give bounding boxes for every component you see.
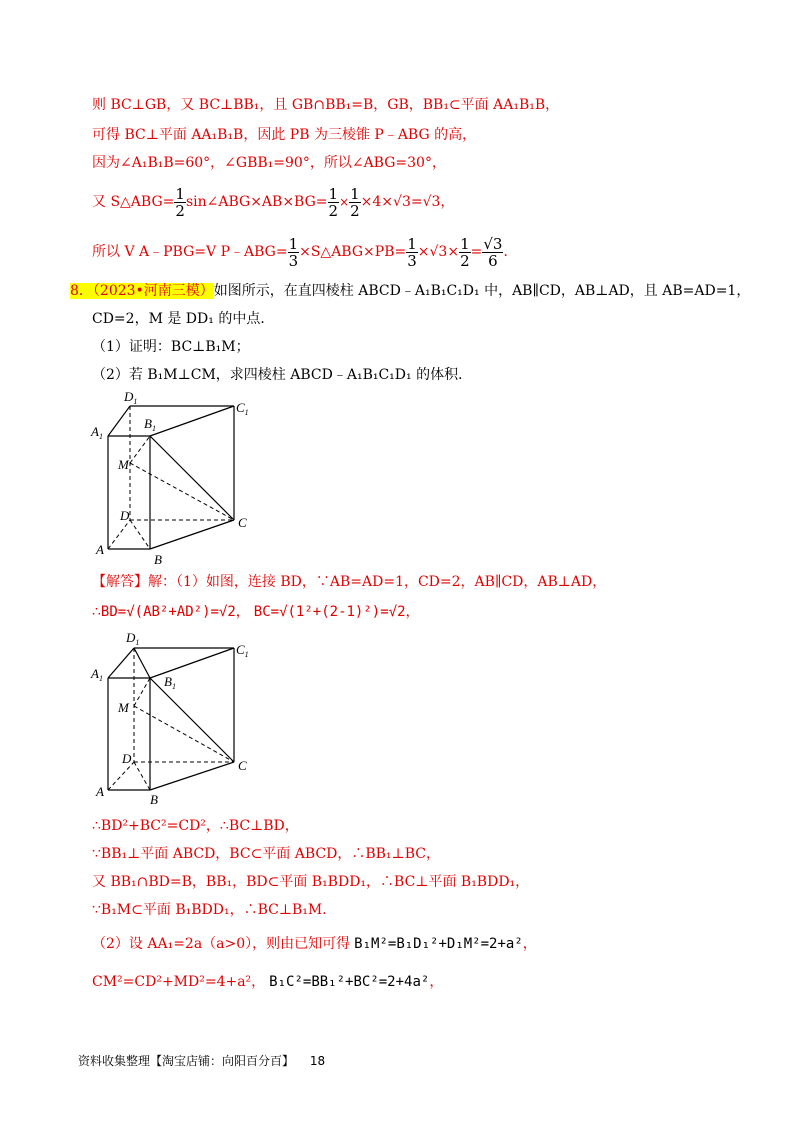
fraction-third: $\frac{1}{3}$: [288, 234, 299, 270]
part2-line-1: [92, 930, 537, 958]
comma: ，: [405, 604, 420, 620]
label-A: A: [96, 784, 104, 799]
question-text: 如图所示，在直四棱柱 ABCD﹣A₁B₁C₁D₁ 中，AB∥CD，AB⊥AD，且 AB=AD=1，: [213, 283, 751, 299]
fraction-half: $\frac{1}{2}$: [460, 234, 470, 270]
fraction-sqrt3-over-6: $\frac{√3}{6}$: [483, 234, 503, 270]
fraction-third: $\frac{1}{3}$: [407, 234, 417, 270]
fraction-half: $\frac{1}{2}$: [350, 184, 360, 220]
label-C: C: [238, 515, 247, 530]
question-8: [70, 282, 750, 300]
answer-step-1: （1）如图，连接 BD，∵AB=AD=1，CD=2，AB∥CD，AB⊥AD，: [176, 574, 607, 590]
question-source: 8．（2023•河南三模）: [70, 283, 214, 299]
cm-formula: CM²=CD²+MD²=4+a²，: [92, 974, 266, 990]
equals: =: [470, 244, 483, 260]
b1c-formula: B₁C²=BB₁²+BC²=2+4a²: [269, 974, 430, 990]
sin-expression: sin∠ABG×AB×BG=: [185, 194, 328, 210]
label-B: B: [150, 792, 158, 807]
volume-label: 所以 V A﹣PBG=V P﹣ABG=: [92, 244, 288, 260]
area-label: 又 S△ABG=: [92, 194, 175, 210]
answer-step-3: ∵BB₁⊥平面 ABCD，BC⊂平面 ABCD，∴BB₁⊥BC，: [92, 846, 440, 862]
prism-figure-2: [88, 630, 258, 810]
page-footer: [78, 1052, 325, 1069]
comma: ，: [429, 974, 444, 990]
label-A1: $A_1$: [91, 666, 103, 683]
fraction-half: $\frac{1}{2}$: [328, 184, 339, 220]
label-B1: $B_1$: [164, 674, 176, 691]
part2-setup: （2）设 AA₁=2a（a>0），则由已知可得: [92, 936, 351, 952]
part2-line-2: [92, 968, 443, 996]
area-result: ×4×√3=√3，: [360, 194, 455, 210]
answer-line-2: [92, 600, 420, 624]
label-D1: $D_1$: [124, 389, 138, 406]
label-A1: $A_1$: [91, 424, 103, 441]
answer-line-1: [92, 573, 606, 591]
label-M: M: [118, 457, 129, 472]
label-A: A: [96, 542, 104, 557]
label-D1: $D_1$: [126, 630, 140, 647]
answer-step-5: ∵B₁M⊂平面 B₁BDD₁，∴BC⊥B₁M．: [92, 902, 337, 918]
bd-formula: BD=√(AB²+AD²)=√2: [100, 604, 236, 620]
volume-expression: ×S△ABG×PB=: [299, 244, 407, 260]
label-D: D: [122, 751, 132, 766]
label-D: D: [120, 508, 130, 523]
therefore: ∴: [92, 604, 101, 620]
solution-line-1: 则 BC⊥GB，又 BC⊥BB₁，且 GB∩BB₁=B，GB，BB₁⊂平面 AA₁B₁B，: [92, 97, 560, 113]
label-C: C: [238, 758, 247, 773]
solution-line-2: 可得 BC⊥平面 AA₁B₁B，因此 PB 为三棱锥 P﹣ABG 的高，: [92, 127, 477, 143]
prism-figure-1: [88, 384, 258, 574]
comma: ，: [522, 936, 537, 952]
comma: ，: [235, 604, 250, 620]
answer-step-4: 又 BB₁∩BD=B，BB₁，BD⊂平面 B₁BDD₁，∴BC⊥平面 B₁BDD₁，: [92, 874, 530, 890]
solution-line-3: 因为∠A₁B₁B=60°，∠GBB₁=90°，所以∠ABG=30°，: [92, 155, 446, 171]
label-M: M: [118, 700, 129, 715]
footer-text: 资料收集整理【淘宝店铺：向阳百分百】: [78, 1054, 295, 1068]
solution-line-5: [92, 232, 517, 272]
question-text-2: CD=2，M 是 DD₁ 的中点．: [92, 311, 275, 327]
label-B: B: [154, 552, 162, 567]
bc-formula: BC=√(1²+(2-1)²)=√2: [253, 604, 406, 620]
question-part-1: （1）证明：BC⊥B₁M；: [92, 339, 250, 355]
label-C1: $C_1$: [236, 400, 249, 417]
answer-step-2: ∴BD²+BC²=CD²，∴BC⊥BD，: [92, 818, 299, 834]
answer-heading: 【解答】解：: [92, 574, 176, 590]
period: ．: [503, 244, 518, 260]
label-B1: $B_1$: [144, 416, 156, 433]
volume-mult: ×√3×: [417, 244, 460, 260]
label-C1: $C_1$: [236, 642, 249, 659]
solution-line-4: 又 S△ABG= $\frac{1}{2}$ sin∠ABG×AB×BG= $\frac{1}{2}$ × $\frac{1}{2}$ ×4×√3=√3，: [92, 184, 455, 220]
fraction-half: $\frac{1}{2}$: [175, 184, 185, 220]
question-part-2: （2）若 B₁M⊥CM，求四棱柱 ABCD﹣A₁B₁C₁D₁ 的体积．: [92, 367, 473, 383]
page-number: 18: [309, 1054, 326, 1068]
b1m-formula: B₁M²=B₁D₁²+D₁M²=2+a²: [354, 936, 523, 952]
